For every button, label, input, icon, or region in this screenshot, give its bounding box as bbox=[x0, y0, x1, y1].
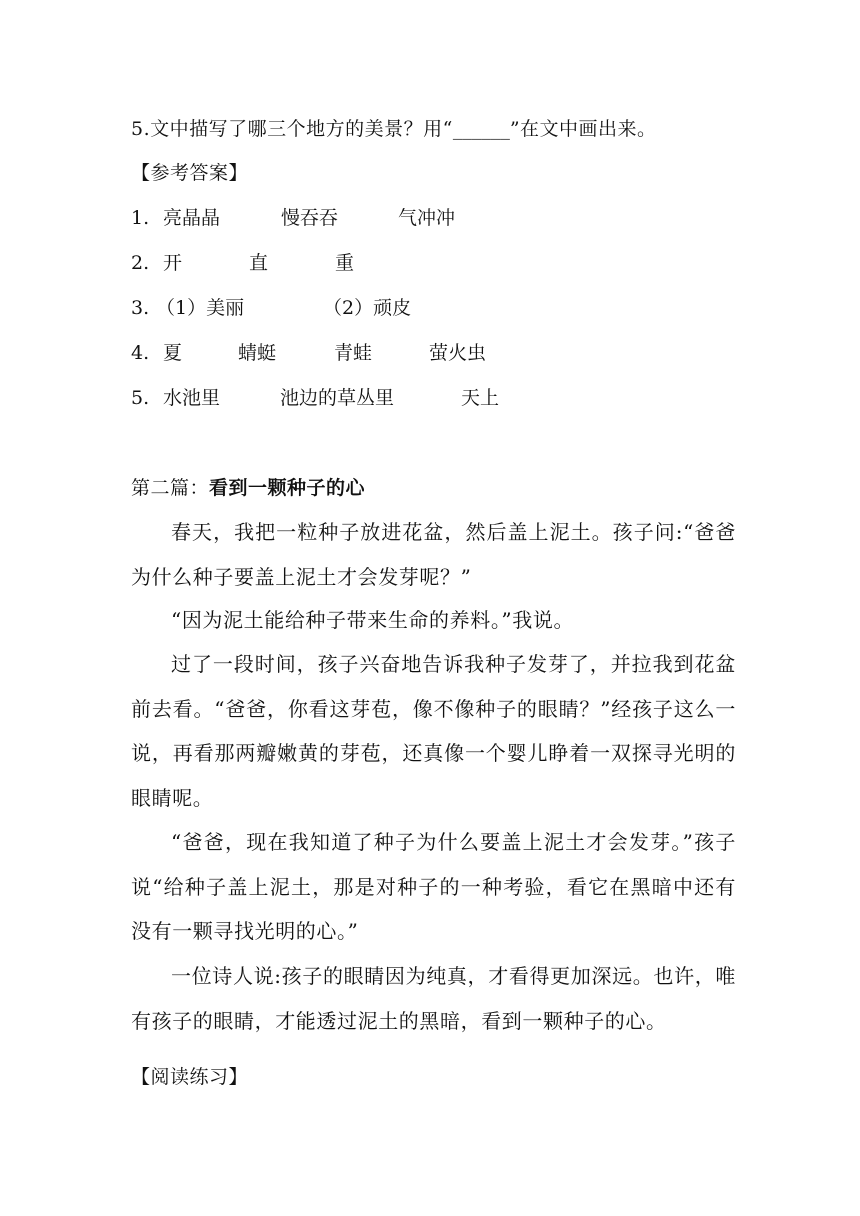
paragraph-2: “因为泥土能给种子带来生命的养料。”我说。 bbox=[171, 608, 575, 632]
answer-2-item-1: 开 bbox=[163, 252, 183, 274]
answer-4-item-2: 蜻蜓 bbox=[238, 342, 277, 364]
paragraph-5: 一位诗人说:孩子的眼睛因为纯真，才看得更加深远。也许，唯有孩子的眼睛，才能透过泥土的黑暗，看到一颗种子的心。 bbox=[131, 964, 736, 1033]
answer-1-item-3: 气冲冲 bbox=[398, 207, 456, 229]
answer-2-item-2: 直 bbox=[249, 252, 269, 274]
answer-3-item-2: （2）顽皮 bbox=[323, 297, 412, 319]
question-5 bbox=[131, 117, 657, 141]
practice-heading: 【阅读练习】 bbox=[131, 1066, 249, 1088]
paragraph-3: 过了一段时间，孩子兴奋地告诉我种子发芽了，并拉我到花盆前去看。“爸爸，你看这芽苞，像不像种子的眼睛？”经孩子这么一说，再看那两瓣嫩黄的芽苞，还真像一个婴儿睁着一双探寻光明的眼睛呢。 bbox=[131, 652, 736, 810]
question-5-blank: ______ bbox=[452, 118, 510, 140]
answer-1-number: 1. bbox=[131, 207, 150, 229]
section-2-label: 第二篇： bbox=[131, 477, 210, 499]
answer-2-item-3: 重 bbox=[335, 252, 355, 274]
answer-4-item-1: 夏 bbox=[163, 342, 183, 364]
answer-heading: 【参考答案】 bbox=[131, 162, 249, 184]
answer-1-item-1: 亮晶晶 bbox=[163, 207, 221, 229]
answer-5-item-1: 水池里 bbox=[163, 387, 221, 409]
answer-5-item-3: 天上 bbox=[461, 387, 500, 409]
paragraph-4: “爸爸，现在我知道了种子为什么要盖上泥土才会发芽。”孩子说“给种子盖上泥土，那是对种子的一种考验，看它在黑暗中还有没有一颗寻找光明的心。” bbox=[131, 830, 736, 943]
answer-3-number: 3. bbox=[131, 297, 150, 319]
question-5-text-before: 5.文中描写了哪三个地方的美景？用“ bbox=[131, 118, 453, 140]
question-5-text-after: ”在文中画出来。 bbox=[509, 118, 657, 140]
answer-3-item-1: （1）美丽 bbox=[156, 297, 245, 319]
section-2-title: 看到一颗种子的心 bbox=[209, 477, 366, 499]
answer-2-number: 2. bbox=[131, 252, 150, 274]
answer-4-item-3: 青蛙 bbox=[334, 342, 373, 364]
section-2-heading bbox=[131, 476, 365, 500]
paragraph-1: 春天，我把一粒种子放进花盆，然后盖上泥土。孩子问:“爸爸为什么种子要盖上泥土才会发芽呢？” bbox=[131, 520, 736, 589]
answer-4-number: 4. bbox=[131, 342, 150, 364]
answer-1-item-2: 慢吞吞 bbox=[281, 207, 339, 229]
answer-4-item-4: 萤火虫 bbox=[429, 342, 487, 364]
answer-5-number: 5. bbox=[131, 387, 150, 409]
answer-5-item-2: 池边的草丛里 bbox=[280, 387, 395, 409]
